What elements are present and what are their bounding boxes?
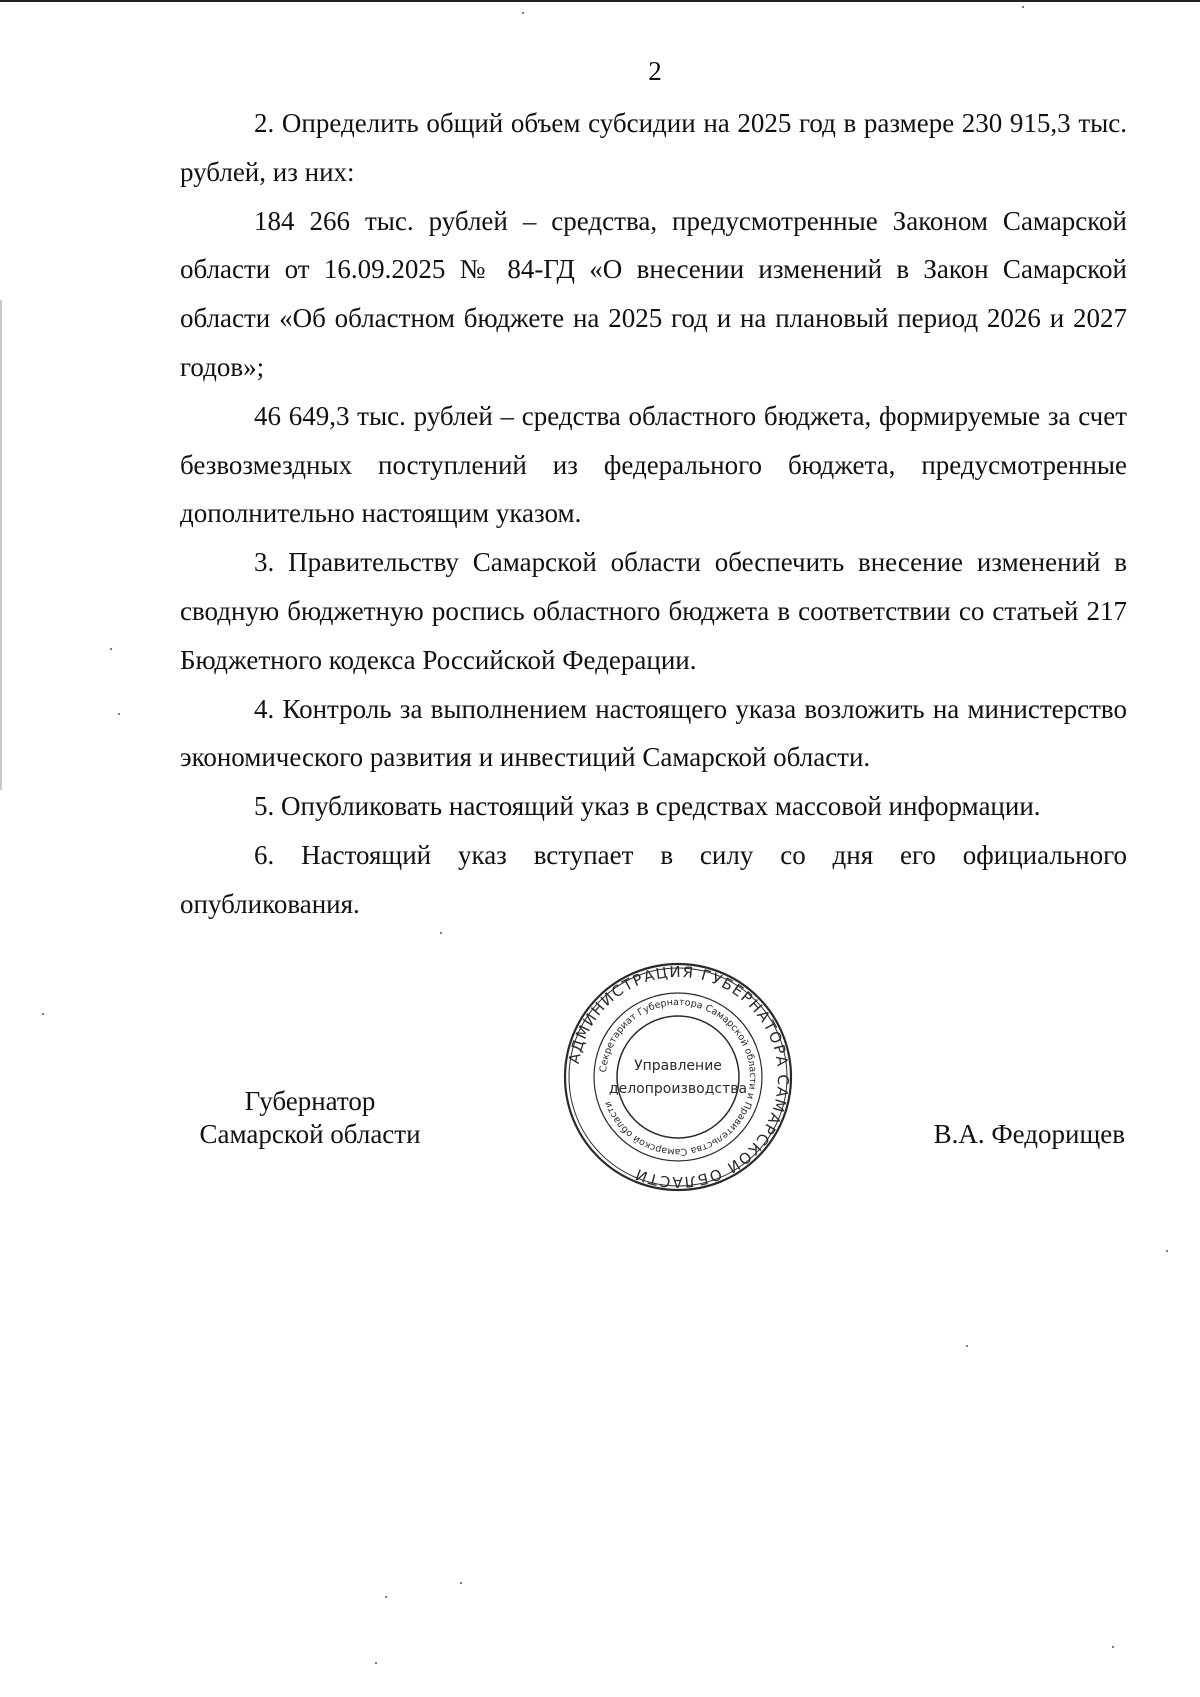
scan-speck [385,1596,387,1598]
signer-title-line-2: Самарской области [199,1119,421,1149]
paragraph-item-4: 4. Контроль за выполнением настоящего указа возложить на министерство экономического развития и инвестиций Самарской области. [180,693,1127,773]
paragraph-federal-law-funds: 184 266 тыс. рублей – средства, предусмотренные Законом Самарской области от 16.09.2025 № 84-ГД «О внесении изменений в Закон Самарской области «Об областном бюджете на 2025 год и на плановый период 2026 и 2027 годов»; [180,205,1127,382]
seal-inner-text: Секретариат Губернатора Самарской области и Правительства Самарской области [598,996,759,1158]
scan-speck [42,1013,44,1015]
seal-outer-text: АДМИНИСТРАЦИЯ ГУБЕРНАТОРА САМАРСКОЙ ОБЛАСТИ [564,962,793,1192]
scan-speck [1022,6,1024,8]
scan-speck [375,1662,377,1664]
scan-speck [460,1582,462,1584]
signer-title-line-1: Губернатор [244,1086,376,1116]
scan-speck [1166,1250,1168,1252]
seal-center-ring [617,1016,739,1138]
official-seal [563,962,793,1192]
paragraph-item-2: 2. Определить общий объем субсидии на 2025 год в размере 230 915,3 тыс. рублей, из них: [180,108,1127,187]
scan-speck [966,1345,968,1347]
scan-speck [440,932,442,934]
seal-center-line-2: делопроизводства [608,1081,748,1097]
signer-title [190,1085,430,1151]
scan-speck [522,12,524,14]
scan-speck [1112,1646,1114,1648]
scan-speck [110,648,112,650]
paragraph-item-3: 3. Правительству Самарской области обеспечить внесение изменений в сводную бюджетную роспись областного бюджета в соответствии со статьей 217 Бюджетного кодекса Российской Федерации. [180,547,1127,675]
document-body [180,99,1127,929]
scan-speck [118,713,120,715]
paragraph-item-6: 6. Настоящий указ вступает в силу со дня его официального опубликования. [180,839,1127,919]
page-left-edge [0,300,2,790]
paragraph-federal-budget-funds: 46 649,3 тыс. рублей – средства областного бюджета, формируемые за счет безвозмездных поступлений из федерального бюджета, предусмотренные дополнительно настоящим указом. [180,400,1127,529]
page-top-edge [0,0,1200,2]
seal-center-line-1: Управление [634,1058,722,1074]
paragraph-item-5: 5. Опубликовать настоящий указ в средствах массовой информации. [254,791,1041,822]
page-number: 2 [648,56,662,86]
signer-name: В.А. Федорищев [933,1119,1125,1149]
seal-middle-ring [594,993,762,1161]
